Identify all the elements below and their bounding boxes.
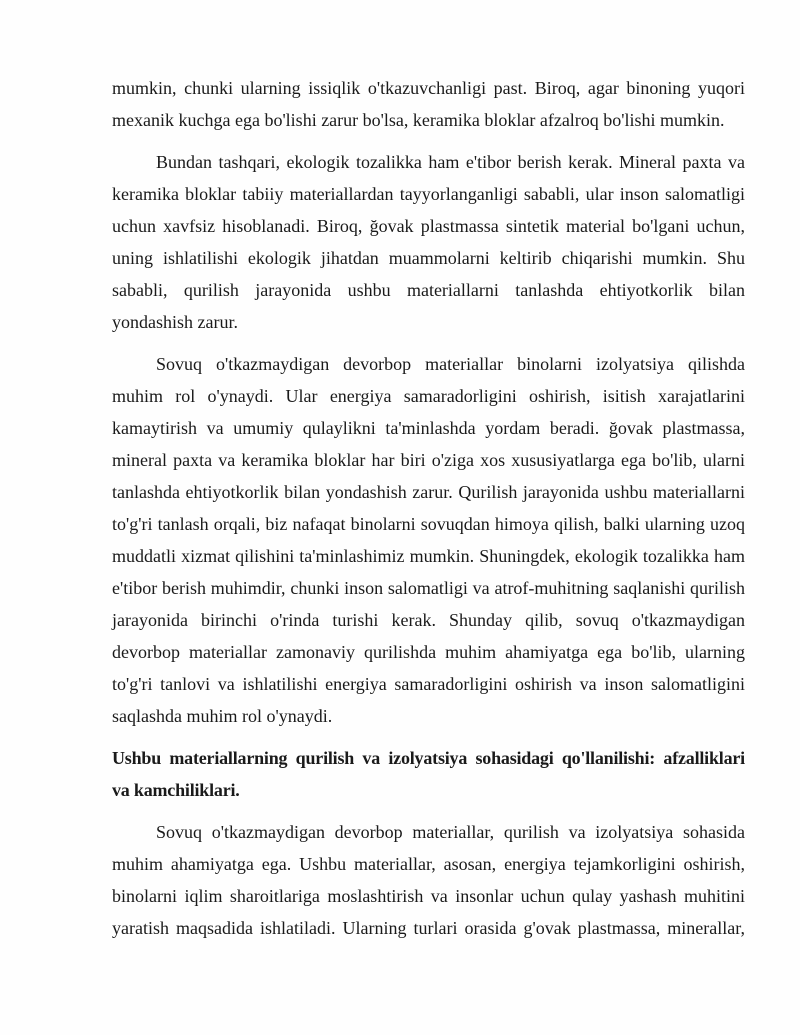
paragraph xyxy=(112,72,745,136)
text-line: Sovuq o'tkazmaydigan devorbop materiallar binolarni izolyatsiya qilishda xyxy=(156,354,745,374)
text-line: muhim ahamiyatga ega. Ushbu materiallar, asosan, energiya tejamkorligini oshirish, xyxy=(112,854,745,874)
text-line: sababli, qurilish jarayonida ushbu materiallarni tanlashda ehtiyotkorlik bilan xyxy=(112,280,745,300)
document-content xyxy=(112,72,745,944)
text-line: mexanik kuchga ega bo'lishi zarur bo'lsa, keramika bloklar afzalroq bo'lishi mumkin. xyxy=(112,110,725,130)
text-line: binolarni iqlim sharoitlariga moslashtirish va insonlar uchun qulay yashash muhitini xyxy=(112,886,745,906)
text-line: uchun xavfsiz hisoblanadi. Biroq, ğovak plastmassa sintetik material bo'lgani uchun, xyxy=(112,216,745,236)
text-line: muddatli xizmat qilishini ta'minlashimiz mumkin. Shuningdek, ekologik tozalikka ham xyxy=(112,546,745,566)
paragraph xyxy=(112,816,745,944)
text-line: yondashish zarur. xyxy=(112,312,238,332)
text-line: Bundan tashqari, ekologik tozalikka ham e'tibor berish kerak. Mineral paxta va xyxy=(156,152,745,172)
text-line: jarayonida birinchi o'rinda turishi kerak. Shunday qilib, sovuq o'tkazmaydigan xyxy=(112,610,745,630)
text-line: Ushbu materiallarning qurilish va izolyatsiya sohasidagi qo'llanilishi: afzalliklari xyxy=(112,748,745,768)
paragraph xyxy=(112,348,745,732)
text-line: to'g'ri tanlash orqali, biz nafaqat binolarni sovuqdan himoya qilish, balki ularning uzoq xyxy=(112,514,745,534)
text-line: tanlashda ehtiyotkorlik bilan yondashish zarur. Qurilish jarayonida ushbu materiallarni xyxy=(112,482,745,502)
text-line: uning ishlatilishi ekologik jihatdan muammolarni keltirib chiqarishi mumkin. Shu xyxy=(112,248,745,268)
section-heading xyxy=(112,742,745,806)
text-line: va kamchiliklari. xyxy=(112,780,240,800)
text-line: keramika bloklar tabiiy materiallardan tayyorlanganligi sababli, ular inson salomatligi xyxy=(112,184,745,204)
text-line: Sovuq o'tkazmaydigan devorbop materiallar, qurilish va izolyatsiya sohasida xyxy=(156,822,745,842)
text-line: e'tibor berish muhimdir, chunki inson salomatligi va atrof-muhitning saqlanishi qurilish xyxy=(112,578,745,598)
text-line: yaratish maqsadida ishlatiladi. Ularning turlari orasida g'ovak plastmassa, minerallar, xyxy=(112,918,745,938)
text-line: kamaytirish va umumiy qulaylikni ta'minlashda yordam beradi. ğovak plastmassa, xyxy=(112,418,745,438)
text-line: devorbop materiallar zamonaviy qurilishda muhim ahamiyatga ega bo'lib, ularning xyxy=(112,642,745,662)
text-line: saqlashda muhim rol o'ynaydi. xyxy=(112,706,333,726)
text-line: mumkin, chunki ularning issiqlik o'tkazuvchanligi past. Biroq, agar binoning yuqori xyxy=(112,78,745,98)
text-line: mineral paxta va keramika bloklar har biri o'ziga xos xususiyatlarga ega bo'lib, ularni xyxy=(112,450,745,470)
paragraph xyxy=(112,146,745,338)
text-line: to'g'ri tanlovi va ishlatilishi energiya samaradorligini oshirish va inson salomatligini xyxy=(112,674,745,694)
text-line: muhim rol o'ynaydi. Ular energiya samaradorligini oshirish, isitish xarajatlarini xyxy=(112,386,745,406)
